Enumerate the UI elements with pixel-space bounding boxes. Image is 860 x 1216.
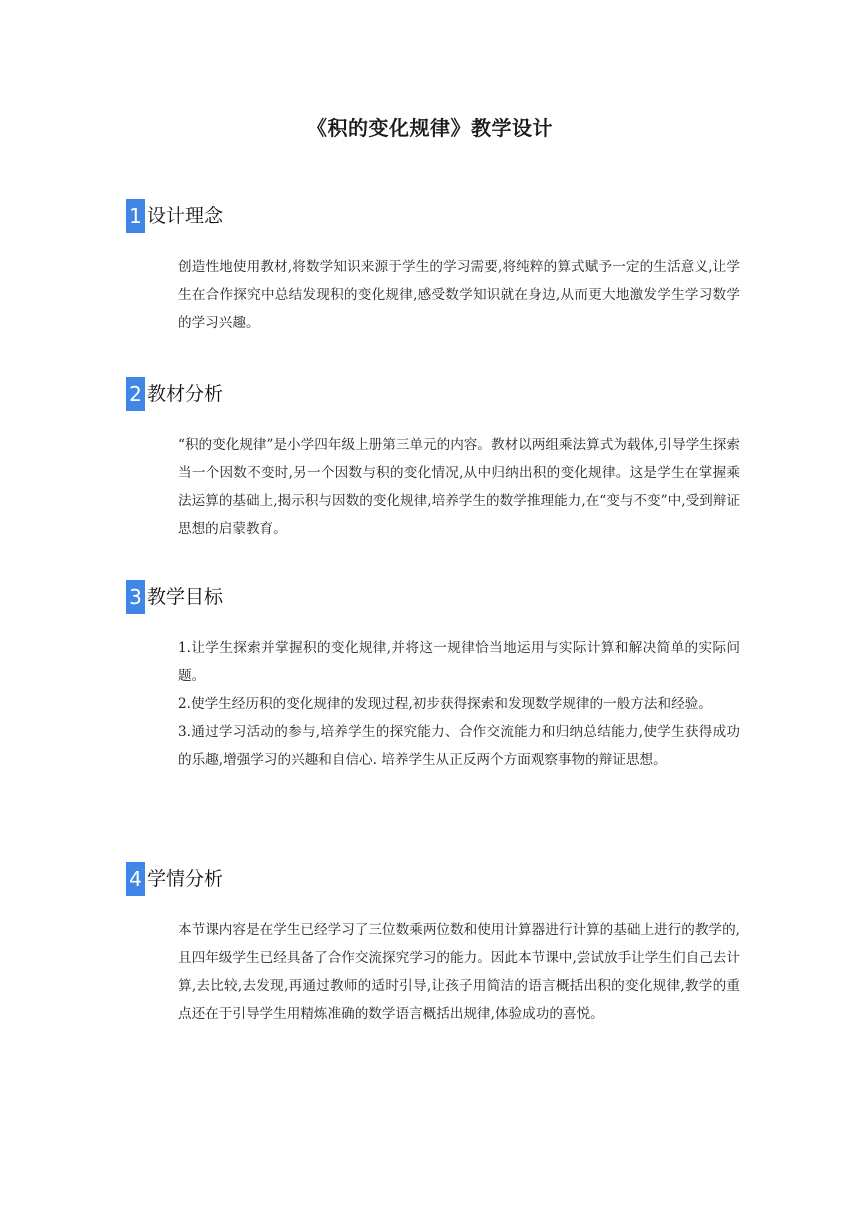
section-number-badge: 1 <box>126 199 145 233</box>
section-textbook-analysis <box>126 377 746 543</box>
section-number-badge: 2 <box>126 377 145 411</box>
section-heading <box>126 377 746 411</box>
section-body <box>178 431 740 543</box>
section-heading-text: 教材分析 <box>147 383 224 405</box>
section-teaching-goals <box>126 580 746 774</box>
section-body <box>178 253 740 337</box>
paragraph: 创造性地使用教材,将数学知识来源于学生的学习需要,将纯粹的算式赋予一定的生活意义,让学生在合作探究中总结发现积的变化规律,感受数学知识就在身边,从而更大地激发学生学习数学的学习兴趣。 <box>178 259 740 331</box>
section-heading-text: 学情分析 <box>147 868 224 890</box>
section-heading-text: 设计理念 <box>147 205 224 227</box>
goal-item: 2.使学生经历积的变化规律的发现过程,初步获得探索和发现数学规律的一般方法和经验。 <box>178 696 712 712</box>
paragraph: 本节课内容是在学生已经学习了三位数乘两位数和使用计算器进行计算的基础上进行的教学的,且四年级学生已经具备了合作交流探究学习的能力。因此本节课中,尝试放手让学生们自己去计算,去比较,去发现,再通过教师的适时引导,让孩子用简洁的语言概括出积的变化规律,教学的重点还在于引导学生用精炼准确的数学语言概括出规律,体验成功的喜悦。 <box>178 922 740 1022</box>
section-body <box>178 916 740 1028</box>
page-title: 《积的变化规律》教学设计 <box>307 116 553 140</box>
goal-item: 1.让学生探索并掌握积的变化规律,并将这一规律恰当地运用与实际计算和解决简单的实际问题。 <box>178 640 740 684</box>
section-heading <box>126 862 746 896</box>
paragraph: “积的变化规律”是小学四年级上册第三单元的内容。教材以两组乘法算式为载体,引导学生探索当一个因数不变时,另一个因数与积的变化情况,从中归纳出积的变化规律。这是学生在掌握乘法运算的基础上,揭示积与因数的变化规律,培养学生的数学推理能力,在“变与不变”中,受到辩证思想的启蒙教育。 <box>178 437 740 537</box>
section-number-badge: 4 <box>126 862 145 896</box>
goal-item: 3.通过学习活动的参与,培养学生的探究能力、合作交流能力和归纳总结能力,使学生获得成功的乐趣,增强学习的兴趣和自信心. 培养学生从正反两个方面观察事物的辩证思想。 <box>178 724 740 768</box>
section-design-concept <box>126 199 746 337</box>
section-body <box>178 634 740 774</box>
section-number-badge: 3 <box>126 580 145 614</box>
section-student-analysis <box>126 862 746 1028</box>
section-heading-text: 教学目标 <box>147 586 224 608</box>
section-heading <box>126 199 746 233</box>
section-heading <box>126 580 746 614</box>
